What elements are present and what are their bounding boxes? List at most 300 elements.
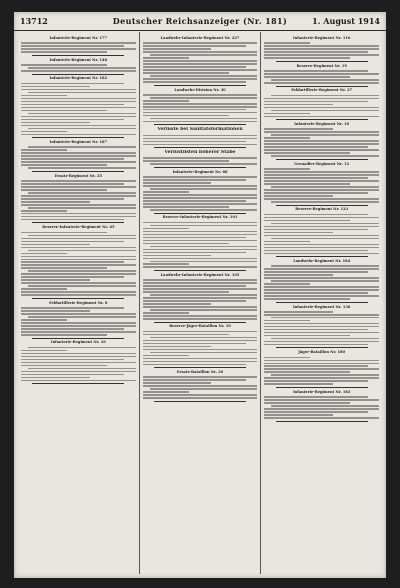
text-line — [264, 76, 350, 78]
text-line — [271, 155, 379, 157]
text-line — [150, 337, 258, 339]
text-line — [21, 319, 67, 321]
text-line — [143, 72, 229, 74]
text-line — [143, 42, 258, 44]
text-line — [28, 316, 136, 318]
text-line — [21, 307, 124, 309]
text-line — [143, 355, 189, 357]
text-line — [271, 405, 379, 407]
section-divider — [276, 302, 368, 303]
text-line — [264, 383, 333, 385]
text-line — [143, 135, 258, 137]
text-line — [264, 368, 379, 370]
text-line — [21, 183, 124, 185]
text-line — [264, 51, 367, 53]
text-line — [143, 343, 246, 345]
text-line — [21, 353, 136, 355]
text-line — [264, 271, 367, 273]
text-line — [21, 152, 136, 154]
text-line — [264, 98, 379, 100]
text-line — [21, 241, 124, 243]
text-line — [271, 223, 379, 225]
text-line — [150, 97, 258, 99]
section-title: Grenadier-Regiment Nr. 12 — [294, 161, 350, 166]
text-line — [143, 258, 258, 260]
text-line — [150, 225, 258, 227]
text-line — [264, 326, 379, 328]
text-line — [143, 194, 258, 196]
text-line — [264, 235, 379, 237]
text-line — [264, 411, 367, 413]
text-line — [143, 106, 258, 108]
text-line — [264, 396, 367, 398]
text-line — [264, 217, 379, 219]
text-line — [21, 288, 67, 290]
text-line — [143, 157, 258, 159]
section-title: Feldartillerie-Regiment Nr. 27 — [291, 88, 353, 93]
text-line — [143, 81, 246, 83]
text-line — [143, 191, 189, 193]
text-line — [21, 155, 136, 157]
text-line — [28, 128, 136, 130]
text-line — [143, 291, 229, 293]
text-line — [150, 75, 258, 77]
text-line — [21, 158, 124, 160]
text-line — [143, 109, 246, 111]
text-line — [271, 110, 379, 112]
text-line — [21, 247, 136, 249]
text-line — [143, 266, 258, 268]
text-line — [143, 60, 258, 62]
section-title: Ersatz-Bataillon Nr. 20 — [176, 370, 224, 375]
section-divider — [276, 86, 368, 87]
text-line — [143, 182, 212, 184]
text-line — [143, 78, 258, 80]
text-line — [143, 240, 258, 242]
text-line — [28, 67, 136, 69]
text-line — [264, 82, 379, 84]
text-line — [264, 174, 379, 176]
text-line — [143, 306, 258, 308]
text-line — [264, 48, 379, 50]
text-line — [21, 186, 136, 188]
text-line — [21, 149, 67, 151]
section-divider — [32, 298, 124, 299]
text-line — [143, 121, 258, 123]
text-line — [143, 331, 258, 333]
text-line — [264, 311, 333, 313]
text-line — [21, 122, 90, 124]
text-line — [28, 347, 136, 349]
text-line — [143, 315, 258, 317]
text-line — [150, 118, 258, 120]
text-line — [143, 385, 258, 387]
text-line — [21, 273, 136, 275]
text-line — [21, 350, 67, 352]
section-title: Infanterie-Regiment Nr. 136 — [292, 304, 351, 309]
text-line — [264, 363, 379, 365]
text-line — [21, 104, 124, 106]
text-line — [21, 334, 107, 336]
text-line — [143, 234, 258, 236]
text-line — [21, 313, 136, 315]
text-line — [264, 292, 367, 294]
section-title: Landwehr-Infanterie-Regiment Nr. 105 — [160, 272, 240, 277]
text-line — [21, 232, 107, 234]
text-line — [143, 288, 258, 290]
text-line — [143, 300, 246, 302]
text-line — [264, 414, 333, 416]
section-divider — [154, 85, 246, 86]
text-line — [264, 143, 379, 145]
text-line — [21, 322, 136, 324]
text-line — [264, 177, 367, 179]
section-title: Reserve-Regiment Nr. 123 — [295, 207, 349, 212]
text-line — [21, 310, 90, 312]
text-line — [21, 42, 136, 44]
text-line — [264, 329, 367, 331]
text-line — [21, 201, 90, 203]
section-divider — [32, 338, 124, 339]
text-line — [264, 113, 310, 115]
text-line — [264, 198, 379, 200]
text-line — [143, 397, 258, 399]
text-line — [264, 54, 379, 56]
section-title: Infanterie-Regiment Nr. 183 — [292, 389, 351, 394]
text-line — [264, 344, 367, 346]
section-divider — [154, 167, 246, 168]
text-line — [150, 54, 258, 56]
text-line — [21, 204, 136, 206]
text-line — [28, 146, 136, 148]
section-title: Infanterie-Regiment Nr. 177 — [49, 36, 108, 40]
text-line — [143, 144, 258, 146]
section-title: Ersatz-Regiment Nr. 25 — [54, 173, 102, 178]
text-line — [264, 128, 333, 130]
section-title: Infanterie-Regiment Nr. 148 — [49, 57, 108, 62]
text-line — [21, 119, 124, 121]
text-line — [143, 203, 258, 205]
text-line — [264, 226, 379, 228]
text-line — [264, 42, 310, 44]
text-line — [21, 294, 136, 296]
section-divider — [276, 421, 368, 422]
text-line — [21, 259, 136, 261]
text-line — [264, 377, 379, 379]
text-line — [143, 179, 246, 181]
text-line — [264, 247, 379, 249]
text-line — [28, 207, 136, 209]
text-line — [21, 161, 136, 163]
text-line — [143, 279, 258, 281]
text-line — [264, 220, 350, 222]
text-line — [264, 116, 379, 118]
text-line — [264, 371, 350, 373]
text-line — [143, 318, 258, 320]
text-line — [21, 238, 136, 240]
text-line — [21, 107, 136, 109]
section-title: Reserve-Infanterie-Regiment Nr. 65 — [42, 225, 115, 230]
section-divider — [276, 61, 368, 62]
text-line — [21, 359, 124, 361]
text-line — [264, 241, 310, 243]
text-line — [143, 379, 246, 381]
text-line — [143, 222, 258, 224]
section-divider — [32, 171, 124, 172]
section-divider — [32, 222, 124, 223]
text-line — [28, 285, 136, 287]
text-line — [21, 48, 136, 50]
text-line — [21, 45, 124, 47]
text-line — [271, 95, 379, 97]
text-line — [21, 256, 136, 258]
text-line — [150, 246, 258, 248]
text-line — [150, 163, 258, 165]
text-line — [264, 341, 379, 343]
text-line — [21, 180, 136, 182]
text-line — [150, 261, 258, 263]
section-divider — [32, 137, 124, 138]
text-line — [264, 149, 379, 151]
text-line — [21, 70, 136, 72]
text-line — [28, 368, 136, 370]
text-line — [21, 291, 136, 293]
text-line — [21, 98, 136, 100]
text-line — [264, 365, 367, 367]
text-line — [21, 216, 136, 218]
text-line — [264, 171, 379, 173]
text-line — [143, 185, 258, 187]
text-line — [264, 152, 350, 154]
section-divider — [276, 347, 368, 348]
text-line — [264, 289, 379, 291]
text-line — [271, 317, 379, 319]
text-line — [264, 101, 367, 103]
text-line — [264, 380, 367, 382]
text-line — [143, 382, 212, 384]
column-3 — [261, 32, 382, 574]
text-line — [264, 45, 379, 47]
section-divider — [154, 367, 246, 368]
text-line — [264, 323, 379, 325]
text-line — [264, 298, 350, 300]
page-number: 13712 — [20, 16, 48, 26]
text-line — [21, 110, 107, 112]
text-line — [150, 209, 258, 211]
text-line — [271, 79, 379, 81]
text-line — [264, 399, 379, 401]
section-title: Landwehr-Regiment Nr. 184 — [293, 258, 351, 263]
text-line — [264, 332, 379, 334]
newspaper-title: Deutscher Reichsanzeiger (Nr. 181) — [112, 16, 288, 26]
section-divider — [154, 213, 246, 214]
section-title: Infanterie-Regiment Nr. 110 — [292, 36, 351, 40]
text-line — [264, 286, 379, 288]
text-line — [21, 51, 107, 53]
section-title: Infanterie-Regiment Nr. 88 — [172, 169, 228, 174]
section-divider — [276, 256, 368, 257]
text-line — [28, 113, 136, 115]
text-line — [143, 66, 246, 68]
text-line — [143, 69, 258, 71]
text-line — [143, 115, 229, 117]
text-line — [264, 140, 379, 142]
text-line — [271, 265, 379, 267]
text-line — [28, 250, 136, 252]
text-line — [264, 195, 333, 197]
text-line — [150, 388, 258, 390]
section-title: Landwehr-Infanterie-Regiment Nr. 227 — [160, 36, 240, 40]
text-line — [271, 374, 379, 376]
text-line — [21, 362, 136, 364]
text-line — [21, 371, 136, 373]
text-line — [264, 57, 350, 59]
section-title: Infanterie-Regiment Nr. 10 — [294, 122, 350, 127]
issue-date: 1. August 1914 — [312, 16, 380, 26]
section-divider — [154, 322, 246, 323]
section-title: Reserve-Regiment Nr. 19 — [296, 63, 347, 68]
text-line — [264, 104, 333, 106]
section-title: Verlustlisten höherer Stäbe — [164, 149, 236, 155]
text-line — [264, 146, 367, 148]
section-divider — [32, 383, 124, 384]
text-line — [143, 103, 258, 105]
text-line — [143, 228, 189, 230]
text-line — [143, 349, 258, 351]
section-divider — [154, 124, 246, 125]
text-line — [264, 229, 367, 231]
text-line — [264, 295, 379, 297]
page-header — [14, 12, 386, 31]
text-line — [21, 331, 136, 333]
text-line — [264, 283, 310, 285]
text-line — [143, 176, 258, 178]
text-line — [21, 264, 136, 266]
text-line — [143, 160, 229, 162]
text-line — [21, 244, 90, 246]
text-line — [143, 200, 246, 202]
text-line — [264, 253, 379, 255]
text-line — [143, 340, 258, 342]
text-line — [21, 89, 136, 91]
text-line — [21, 267, 107, 269]
section-divider — [276, 119, 368, 120]
text-line — [143, 243, 229, 245]
text-line — [21, 195, 136, 197]
text-line — [21, 213, 136, 215]
section-divider — [32, 55, 124, 56]
text-line — [21, 83, 124, 85]
text-line — [143, 358, 258, 360]
text-line — [143, 63, 258, 65]
text-line — [264, 417, 379, 419]
section-divider — [276, 159, 368, 160]
text-line — [143, 263, 189, 265]
section-title: Reserve-Infanterie-Regiment Nr. 101 — [162, 215, 238, 220]
text-line — [28, 270, 136, 272]
text-line — [21, 134, 136, 136]
text-line — [143, 255, 212, 257]
section-title: Verluste bei Sanitätsformationen — [157, 127, 243, 133]
text-line — [21, 219, 124, 221]
section-divider — [32, 74, 124, 75]
text-line — [150, 352, 258, 354]
text-line — [143, 138, 258, 140]
text-line — [264, 408, 379, 410]
text-line — [21, 261, 124, 263]
text-line — [143, 303, 212, 305]
text-line — [143, 282, 258, 284]
text-line — [143, 197, 258, 199]
text-line — [21, 328, 124, 330]
text-line — [21, 276, 124, 278]
text-line — [21, 356, 136, 358]
text-line — [28, 192, 136, 194]
text-line — [21, 365, 107, 367]
text-line — [143, 94, 258, 96]
text-line — [143, 100, 189, 102]
text-line — [264, 402, 350, 404]
text-line — [150, 309, 258, 311]
newspaper-page — [14, 12, 386, 578]
text-line — [21, 380, 136, 382]
text-line — [28, 167, 136, 169]
text-line — [143, 45, 246, 47]
text-line — [264, 232, 333, 234]
text-line — [264, 192, 367, 194]
text-line — [21, 164, 107, 166]
text-line — [21, 86, 90, 88]
text-line — [271, 338, 379, 340]
text-line — [264, 168, 310, 170]
text-line — [264, 189, 379, 191]
text-line — [143, 376, 258, 378]
text-line — [21, 95, 67, 97]
section-title: Jäger-Bataillon Nr. 180 — [298, 350, 346, 355]
column-1 — [18, 32, 140, 574]
text-line — [143, 312, 189, 314]
text-line — [264, 183, 350, 185]
text-line — [264, 180, 379, 182]
text-line — [143, 334, 229, 336]
text-line — [21, 253, 67, 255]
text-line — [21, 131, 67, 133]
text-line — [271, 280, 379, 282]
section-divider — [276, 205, 368, 206]
text-line — [21, 279, 90, 281]
text-line — [21, 377, 90, 379]
section-title: Feldartillerie-Regiment Nr. 8 — [49, 300, 108, 305]
text-line — [143, 141, 246, 143]
text-line — [271, 201, 379, 203]
text-line — [143, 285, 246, 287]
text-line — [264, 357, 310, 359]
text-line — [264, 335, 350, 337]
section-title: Reserve-Jäger-Bataillon Nr. 10 — [169, 324, 231, 329]
text-line — [143, 51, 258, 53]
text-line — [150, 188, 258, 190]
section-divider — [154, 401, 246, 402]
section-title: Infanterie-Regiment Nr. 182 — [49, 76, 108, 81]
text-line — [150, 294, 258, 296]
section-title: Infanterie-Regiment Nr. 187 — [49, 140, 108, 144]
text-line — [21, 325, 136, 327]
section-title: Landwehr-Division Nr. 30 — [174, 87, 226, 92]
text-line — [143, 297, 258, 299]
text-line — [271, 134, 379, 136]
text-line — [264, 320, 310, 322]
text-line — [143, 364, 246, 366]
